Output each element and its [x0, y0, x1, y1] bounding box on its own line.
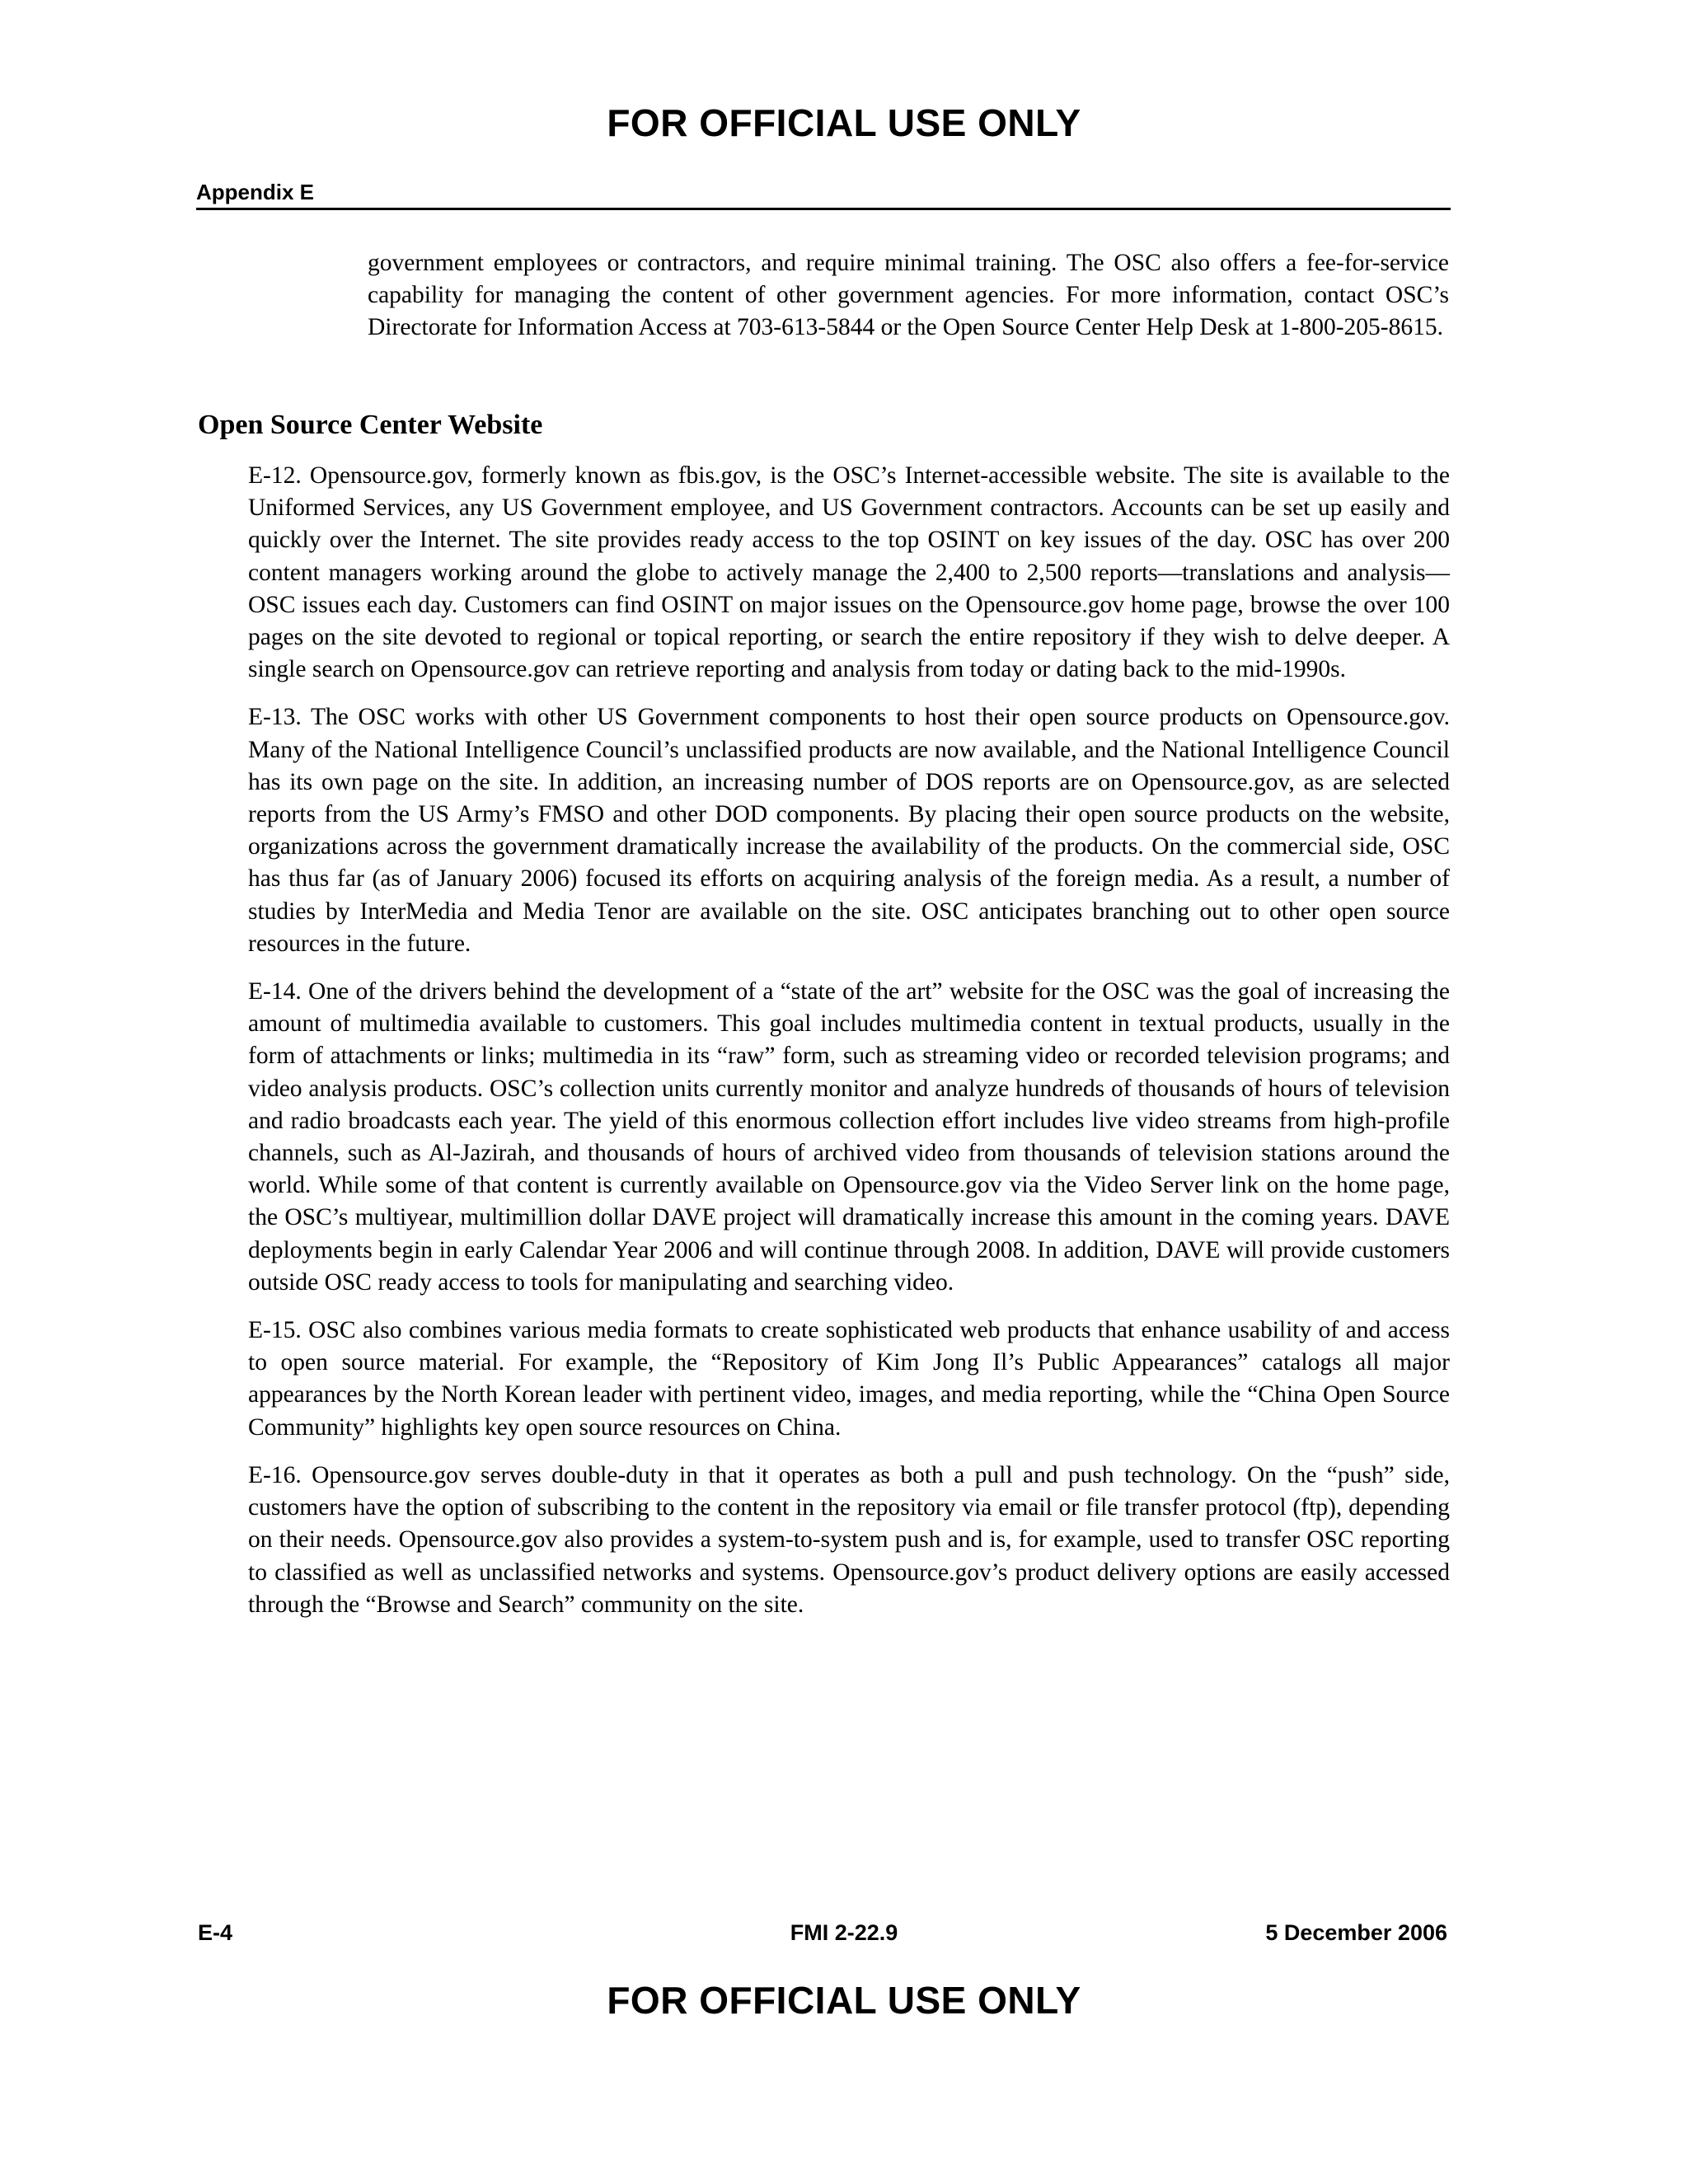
paragraph-e-14: E-14. One of the drivers behind the development of a “state of the art” website for the OSC was the goal of increasing the amount of multimedia available to customers. This goal includes multimedia content in textual products, usually in the form of attachments or links; multimedia in its “raw” form, such as streaming video or recorded television programs; and video analysis products. OSC’s collection units currently monitor and analyze hundreds of thousands of hours of television and radio broadcasts each year. The yield of this enormous collection effort includes live video streams from high-profile channels, such as Al-Jazirah, and thousands of hours of archived video from thousands of television stations around the world. While some of that content is currently available on Opensource.gov via the Video Server link on the home page, the OSC’s multiyear, multimillion dollar DAVE project will dramatically increase this amount in the coming years. DAVE deployments begin in early Calendar Year 2006 and will continue through 2008. In addition, DAVE will provide customers outside OSC ready access to tools for manipulating and searching video.: [248, 978, 1450, 1296]
section-body: [248, 460, 1450, 1637]
footer-date: 5 December 2006: [1265, 1920, 1447, 1945]
footer-page-number: E-4: [198, 1920, 233, 1945]
continuation-paragraph: government employees or contractors, and require minimal training. The OSC also offers a fee-for-service capability for managing the content of other government agencies. For more information, contact OSC’s Directorate for Information Access at 703-613-5844 or the Open Source Center Help Desk at 1-800-205-8615.: [368, 250, 1449, 341]
paragraph-e-15: E-15. OSC also combines various media formats to create sophisticated web products that enhance usability of and access to open source material. For example, the “Repository of Kim Jong Il’s Public Appearances” catalogs all major appearances by the North Korean leader with pertinent video, images, and media reporting, while the “China Open Source Community” highlights key open source resources on China.: [248, 1317, 1450, 1441]
paragraph-e-12: E-12. Opensource.gov, formerly known as fbis.gov, is the OSC’s Internet-accessible website. The site is available to the Uniformed Services, any US Government employee, and US Government contractors. Accounts can be set up easily and quickly over the Internet. The site provides ready access to the top OSINT on key issues of the day. OSC has over 200 content managers working around the globe to actively manage the 2,400 to 2,500 reports—translations and analysis—OSC issues each day. Customers can find OSINT on major issues on the Opensource.gov home page, browse the over 100 pages on the site devoted to regional or topical reporting, or search the entire repository if they wish to delve deeper. A single search on Opensource.gov can retrieve reporting and analysis from today or dating back to the mid-1990s.: [248, 462, 1450, 683]
top-classification-banner: FOR OFFICIAL USE ONLY: [607, 101, 1081, 144]
appendix-label: Appendix E: [196, 180, 315, 204]
section-heading: Open Source Center Website: [198, 410, 543, 440]
bottom-classification-banner: FOR OFFICIAL USE ONLY: [607, 1979, 1081, 2022]
footer-document-id: FMI 2-22.9: [790, 1920, 898, 1945]
paragraph-e-16: E-16. Opensource.gov serves double-duty in that it operates as both a pull and push technology. On the “push” side, customers have the option of subscribing to the content in the repository via email or file transfer protocol (ftp), depending on their needs. Opensource.gov also provides a system-to-system push and is, for example, used to transfer OSC reporting to classified as well as unclassified networks and systems. Opensource.gov’s product delivery options are easily accessed through the “Browse and Search” community on the site.: [248, 1461, 1450, 1618]
header-divider: [196, 208, 1451, 210]
paragraph-e-13: E-13. The OSC works with other US Government components to host their open source products on Opensource.gov. Many of the National Intelligence Council’s unclassified products are now available, and the National Intelligence Council has its own page on the site. In addition, an increasing number of DOS reports are on Opensource.gov, as are selected reports from the US Army’s FMSO and other DOD components. By placing their open source products on the website, organizations across the government dramatically increase the availability of the products. On the commercial side, OSC has thus far (as of January 2006) focused its efforts on acquiring analysis of the foreign media. As a result, a number of studies by InterMedia and Media Tenor are available on the site. OSC anticipates branching out to other open source resources in the future.: [248, 704, 1450, 957]
